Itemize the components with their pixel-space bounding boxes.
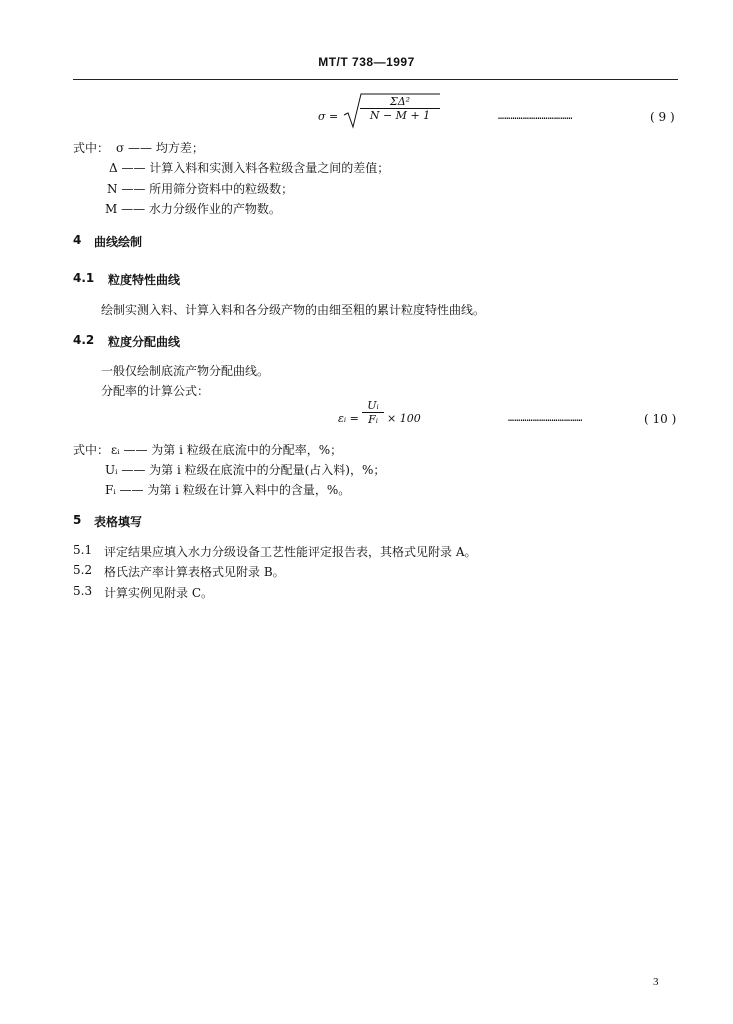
formula10-rhs: × 100 [387, 412, 421, 425]
s4-1-title: 粒度特性曲线 [108, 273, 181, 287]
formula10-numerator: Uᵢ [362, 399, 384, 413]
s4-2-number: 4.2 [73, 333, 95, 347]
s5-1-number: 5.1 [73, 543, 93, 557]
formula10-fraction [362, 399, 384, 426]
where-item-m: M —— 水力分级作业的产物数。 [105, 202, 281, 216]
page-number: 3 [653, 976, 659, 988]
s5-3-number: 5.3 [73, 584, 93, 598]
s5-2-text: 格氏法产率计算表格式见附录 B。 [104, 565, 285, 579]
where-intro-2: 式中： [73, 443, 110, 457]
formula9-fraction [360, 95, 440, 122]
section4-number: 4 [73, 233, 82, 247]
where-item-delta: Δ —— 计算入料和实测入料各粒级含量之间的差值； [109, 161, 390, 175]
where-item-f: Fᵢ —— 为第 i 粒级在计算入料中的含量，%。 [105, 483, 351, 497]
section5-number: 5 [73, 513, 82, 527]
formula9-denominator: N − M + 1 [369, 109, 431, 122]
where-intro-1: 式中： [73, 141, 110, 155]
where-item-sigma: σ —— 均方差； [116, 141, 204, 155]
where-item-epsilon: εᵢ —— 为第 i 粒级在底流中的分配率，%； [111, 443, 343, 457]
s4-2-title: 粒度分配曲线 [108, 335, 181, 349]
formula10-leader-dots: ……………………………… [508, 413, 583, 424]
formula9-numerator: ΣΔ² [360, 95, 440, 109]
where-item-u: Uᵢ —— 为第 i 粒级在底流中的分配量(占入料)，%； [105, 463, 386, 477]
s4-1-body: 绘制实测入料、计算入料和各分级产物的由细至粗的累计粒度特性曲线。 [101, 303, 486, 317]
formula9-number: ( 9 ) [650, 110, 675, 124]
formula10-number: ( 10 ) [644, 412, 677, 426]
formula9-lhs: σ = [318, 110, 339, 123]
formula9-leader-dots: ……………………………… [498, 111, 573, 122]
section5-title: 表格填写 [94, 515, 143, 529]
formula10-denominator: Fᵢ [368, 413, 378, 426]
s4-2-line2: 分配率的计算公式： [101, 384, 210, 398]
s5-1-text: 评定结果应填入水力分级设备工艺性能评定报告表，其格式见附录 A。 [104, 545, 477, 559]
formula10-lhs: εᵢ = [338, 412, 359, 425]
where-item-n: N —— 所用筛分资料中的粒级数； [107, 182, 294, 196]
header-rule [73, 79, 678, 80]
section4-title: 曲线绘制 [94, 235, 143, 249]
s4-1-number: 4.1 [73, 271, 95, 285]
s5-2-number: 5.2 [73, 563, 93, 577]
s5-3-text: 计算实例见附录 C。 [104, 586, 213, 600]
standard-code-header: MT/T 738—1997 [318, 55, 415, 69]
s4-2-line1: 一般仅绘制底流产物分配曲线。 [101, 364, 270, 378]
